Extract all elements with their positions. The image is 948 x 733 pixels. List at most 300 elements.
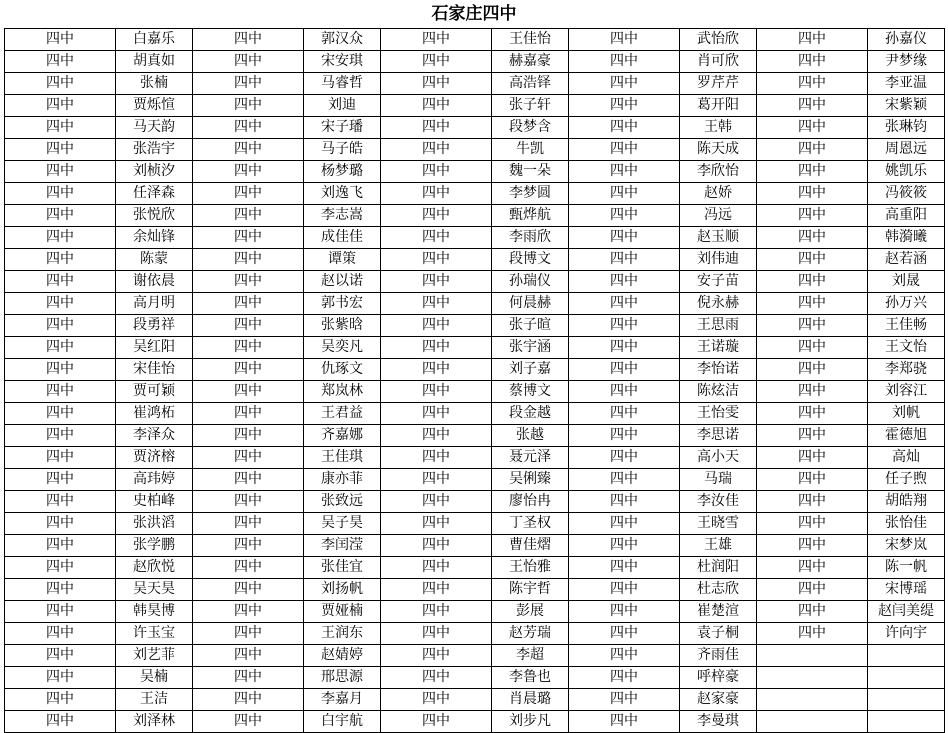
school-cell: 四中 [569,271,680,293]
school-cell: 四中 [757,315,868,337]
school-cell: 四中 [381,337,492,359]
table-row [5,315,945,337]
student-name-cell: 吴子昊 [304,513,381,535]
school-cell: 四中 [5,139,116,161]
student-name-cell: 刘艺菲 [116,645,193,667]
student-name-cell: 赵以诺 [304,271,381,293]
school-cell: 四中 [569,403,680,425]
school-cell: 四中 [5,227,116,249]
student-name-cell: 马子皓 [304,139,381,161]
student-name-cell: 孙瑞仪 [492,271,569,293]
table-row [5,139,945,161]
school-cell: 四中 [5,183,116,205]
school-cell: 四中 [193,469,304,491]
school-cell: 四中 [381,95,492,117]
student-name-cell: 廖怡冉 [492,491,569,513]
student-name-cell: 贾烁愃 [116,95,193,117]
table-row [5,51,945,73]
school-cell: 四中 [5,381,116,403]
school-cell: 四中 [193,227,304,249]
student-name-cell: 宋安琪 [304,51,381,73]
school-cell: 四中 [381,513,492,535]
school-cell: 四中 [193,403,304,425]
student-name-cell: 张浩宇 [116,139,193,161]
student-name-cell: 呼梓豪 [680,667,757,689]
school-cell: 四中 [757,381,868,403]
school-cell: 四中 [5,205,116,227]
student-name-cell: 赵闫美缇 [868,601,945,623]
student-name-cell: 魏一朵 [492,161,569,183]
school-cell: 四中 [381,51,492,73]
student-name-cell: 李闰滢 [304,535,381,557]
table-row [5,227,945,249]
school-cell: 四中 [381,469,492,491]
school-cell: 四中 [381,535,492,557]
student-name-cell: 杨梦璐 [304,161,381,183]
school-cell: 四中 [193,117,304,139]
student-name-cell: 张琳钧 [868,117,945,139]
school-cell: 四中 [193,73,304,95]
student-name-cell: 冯筱筱 [868,183,945,205]
school-cell: 四中 [757,183,868,205]
school-cell: 四中 [5,425,116,447]
student-name-cell: 刘迪 [304,95,381,117]
table-row [5,711,945,733]
school-cell: 四中 [381,447,492,469]
school-cell: 四中 [193,623,304,645]
school-cell: 四中 [5,535,116,557]
school-cell: 四中 [757,535,868,557]
student-name-cell: 高小天 [680,447,757,469]
school-cell: 四中 [569,161,680,183]
school-cell: 四中 [5,711,116,733]
student-name-cell: 陈宇哲 [492,579,569,601]
school-cell: 四中 [569,535,680,557]
school-cell: 四中 [381,491,492,513]
school-cell: 四中 [193,271,304,293]
school-cell: 四中 [193,447,304,469]
school-cell: 四中 [381,293,492,315]
student-name-cell: 康亦菲 [304,469,381,491]
student-name-cell: 刘泽林 [116,711,193,733]
school-cell: 四中 [569,205,680,227]
school-cell: 四中 [757,29,868,51]
school-cell: 四中 [193,29,304,51]
school-cell: 四中 [5,337,116,359]
school-cell: 四中 [5,95,116,117]
student-name-cell: 韩漪曦 [868,227,945,249]
student-name-cell: 王佳畅 [868,315,945,337]
student-name-cell: 赵玉顺 [680,227,757,249]
student-name-cell: 郭书宏 [304,293,381,315]
school-cell: 四中 [381,359,492,381]
student-name-cell: 吴红阳 [116,337,193,359]
student-name-cell: 高重阳 [868,205,945,227]
student-name-cell: 吴奕凡 [304,337,381,359]
school-cell: 四中 [569,579,680,601]
student-name-cell: 段勇祥 [116,315,193,337]
student-name-cell: 张怡佳 [868,513,945,535]
school-cell: 四中 [193,95,304,117]
student-name-cell: 陈天成 [680,139,757,161]
student-name-cell: 宋梦岚 [868,535,945,557]
student-name-cell: 肖晨璐 [492,689,569,711]
school-cell: 四中 [5,249,116,271]
table-row [5,535,945,557]
school-cell: 四中 [5,579,116,601]
student-name-cell: 许玉宝 [116,623,193,645]
school-cell: 四中 [381,381,492,403]
student-name-cell: 尹梦缘 [868,51,945,73]
school-cell: 四中 [757,249,868,271]
school-cell [757,645,868,667]
table-row [5,645,945,667]
student-name-cell: 甄烨航 [492,205,569,227]
student-name-cell: 刘桢汐 [116,161,193,183]
student-name-cell: 聂元泽 [492,447,569,469]
table-row [5,73,945,95]
student-name-cell: 宋子璠 [304,117,381,139]
student-name-cell: 刘逸飞 [304,183,381,205]
student-name-cell: 李欣怡 [680,161,757,183]
student-name-cell: 冯远 [680,205,757,227]
school-cell: 四中 [193,359,304,381]
school-cell: 四中 [193,337,304,359]
school-cell: 四中 [5,513,116,535]
table-row [5,689,945,711]
table-row [5,271,945,293]
student-name-cell: 段博文 [492,249,569,271]
table-row [5,29,945,51]
school-cell: 四中 [381,205,492,227]
student-name-cell: 王韩 [680,117,757,139]
student-name-cell: 张子轩 [492,95,569,117]
school-cell: 四中 [569,645,680,667]
student-name-cell: 张楠 [116,73,193,95]
school-cell: 四中 [193,557,304,579]
school-cell: 四中 [757,579,868,601]
school-cell: 四中 [757,447,868,469]
school-cell: 四中 [569,447,680,469]
school-cell: 四中 [193,535,304,557]
student-name-cell [868,667,945,689]
student-name-cell: 刘伟迪 [680,249,757,271]
student-name-cell: 王文怡 [868,337,945,359]
page-title: 石家庄四中 [431,4,517,24]
school-cell: 四中 [757,403,868,425]
school-cell: 四中 [193,667,304,689]
school-cell: 四中 [757,293,868,315]
student-name-cell: 王佳琪 [304,447,381,469]
student-name-cell: 刘扬帆 [304,579,381,601]
student-name-cell: 丁圣权 [492,513,569,535]
student-name-cell: 周恩远 [868,139,945,161]
table-row [5,249,945,271]
student-name-cell: 谢依晨 [116,271,193,293]
student-name-cell: 牛凯 [492,139,569,161]
school-cell: 四中 [193,205,304,227]
school-cell: 四中 [757,205,868,227]
school-cell: 四中 [757,139,868,161]
table-row [5,601,945,623]
school-cell: 四中 [757,73,868,95]
table-row [5,513,945,535]
student-name-cell: 何晨赫 [492,293,569,315]
table-row [5,95,945,117]
school-cell: 四中 [5,403,116,425]
school-cell: 四中 [193,689,304,711]
student-name-cell: 任泽森 [116,183,193,205]
student-name-cell: 李思诺 [680,425,757,447]
school-cell: 四中 [5,51,116,73]
table-row [5,403,945,425]
student-name-cell: 张宇涵 [492,337,569,359]
school-cell: 四中 [381,623,492,645]
school-cell: 四中 [757,117,868,139]
student-name-cell: 宋博瑶 [868,579,945,601]
table-row [5,469,945,491]
student-name-cell: 白嘉乐 [116,29,193,51]
student-name-cell: 王雄 [680,535,757,557]
student-name-cell: 王佳怡 [492,29,569,51]
school-cell: 四中 [381,183,492,205]
student-name-cell: 陈炫洁 [680,381,757,403]
student-name-cell: 白宇航 [304,711,381,733]
student-name-cell: 马瑞 [680,469,757,491]
student-name-cell: 姚凯乐 [868,161,945,183]
student-name-cell: 郭汉众 [304,29,381,51]
student-name-cell: 王晓雪 [680,513,757,535]
student-name-cell: 张学鹏 [116,535,193,557]
school-cell: 四中 [193,711,304,733]
school-cell: 四中 [757,337,868,359]
student-name-cell: 彭展 [492,601,569,623]
student-name-cell: 胡真如 [116,51,193,73]
student-name-cell: 张紫晗 [304,315,381,337]
student-name-cell: 赵欣悦 [116,557,193,579]
student-name-cell: 霍德旭 [868,425,945,447]
student-name-cell: 王洁 [116,689,193,711]
table-body [5,29,945,733]
school-cell [757,711,868,733]
table-row [5,491,945,513]
school-cell: 四中 [193,139,304,161]
school-cell: 四中 [381,557,492,579]
school-cell: 四中 [757,557,868,579]
school-cell: 四中 [5,117,116,139]
student-name-cell: 蔡博文 [492,381,569,403]
student-name-cell: 张佳宜 [304,557,381,579]
school-cell: 四中 [569,315,680,337]
school-cell: 四中 [757,425,868,447]
student-name-cell: 李汝佳 [680,491,757,513]
school-cell: 四中 [569,425,680,447]
school-cell: 四中 [757,271,868,293]
school-cell: 四中 [5,645,116,667]
student-name-cell: 崔鸿柘 [116,403,193,425]
student-name-cell: 宋佳怡 [116,359,193,381]
school-cell: 四中 [193,579,304,601]
student-name-cell: 李超 [492,645,569,667]
student-name-cell: 杜志欣 [680,579,757,601]
school-cell: 四中 [193,513,304,535]
school-cell: 四中 [757,359,868,381]
school-cell: 四中 [569,95,680,117]
table-row [5,623,945,645]
school-cell: 四中 [5,623,116,645]
student-name-cell: 高月明 [116,293,193,315]
school-cell: 四中 [5,29,116,51]
student-name-cell: 袁子桐 [680,623,757,645]
table-row [5,557,945,579]
school-cell: 四中 [381,139,492,161]
school-cell: 四中 [569,183,680,205]
table-row [5,117,945,139]
school-cell: 四中 [757,227,868,249]
school-cell: 四中 [381,403,492,425]
school-cell: 四中 [757,161,868,183]
school-cell: 四中 [5,359,116,381]
school-cell: 四中 [569,51,680,73]
school-cell: 四中 [569,667,680,689]
student-name-cell: 邢思源 [304,667,381,689]
student-name-cell: 孙万兴 [868,293,945,315]
student-name-cell: 武怡欣 [680,29,757,51]
student-name-cell: 王怡雯 [680,403,757,425]
school-cell: 四中 [757,513,868,535]
student-name-cell: 段金越 [492,403,569,425]
student-name-cell: 李嘉月 [304,689,381,711]
student-name-cell: 马睿哲 [304,73,381,95]
school-cell: 四中 [757,95,868,117]
school-cell: 四中 [757,491,868,513]
student-name-cell: 李郑骁 [868,359,945,381]
student-name-cell: 李梦圆 [492,183,569,205]
student-name-cell: 肖可欣 [680,51,757,73]
student-name-cell: 王怡雅 [492,557,569,579]
student-name-cell: 胡皓翔 [868,491,945,513]
student-name-cell: 李志嵩 [304,205,381,227]
school-cell: 四中 [381,601,492,623]
school-cell: 四中 [5,161,116,183]
school-cell: 四中 [193,51,304,73]
school-cell: 四中 [569,491,680,513]
school-cell: 四中 [381,645,492,667]
school-cell: 四中 [193,183,304,205]
school-cell: 四中 [5,667,116,689]
student-name-cell: 许向宇 [868,623,945,645]
school-cell: 四中 [5,557,116,579]
school-cell [757,689,868,711]
student-name-cell: 赵娇 [680,183,757,205]
school-cell: 四中 [569,73,680,95]
student-name-cell: 吴楠 [116,667,193,689]
student-name-cell: 韩昊博 [116,601,193,623]
student-name-cell: 崔楚渲 [680,601,757,623]
school-cell: 四中 [381,315,492,337]
student-name-cell: 齐雨佳 [680,645,757,667]
student-name-cell: 葛开阳 [680,95,757,117]
school-cell: 四中 [193,645,304,667]
student-name-cell: 任子煦 [868,469,945,491]
school-cell: 四中 [381,579,492,601]
student-name-cell: 张洪滔 [116,513,193,535]
school-cell: 四中 [193,381,304,403]
table-row [5,337,945,359]
school-cell: 四中 [381,73,492,95]
school-cell: 四中 [381,117,492,139]
school-cell: 四中 [569,337,680,359]
school-cell: 四中 [569,513,680,535]
student-name-cell: 安子苗 [680,271,757,293]
student-name-cell: 成佳佳 [304,227,381,249]
student-name-cell: 刘子嘉 [492,359,569,381]
student-name-cell: 孙嘉仪 [868,29,945,51]
student-name-cell: 李雨欣 [492,227,569,249]
student-name-cell: 张悦欣 [116,205,193,227]
student-name-cell: 贾济榕 [116,447,193,469]
student-name-cell: 王思雨 [680,315,757,337]
school-cell: 四中 [569,381,680,403]
school-cell: 四中 [381,227,492,249]
student-name-cell: 仇琢文 [304,359,381,381]
school-cell: 四中 [569,249,680,271]
school-cell: 四中 [757,469,868,491]
student-name-cell: 谭策 [304,249,381,271]
school-cell: 四中 [5,293,116,315]
student-name-cell: 李亚温 [868,73,945,95]
school-cell: 四中 [569,227,680,249]
student-name-cell: 张越 [492,425,569,447]
student-name-cell: 刘晟 [868,271,945,293]
school-cell: 四中 [569,557,680,579]
student-name-cell: 齐嘉娜 [304,425,381,447]
student-name-cell: 罗芹芹 [680,73,757,95]
student-name-cell: 李泽众 [116,425,193,447]
student-name-cell [868,689,945,711]
school-cell: 四中 [757,601,868,623]
table-row [5,381,945,403]
student-name-cell [868,711,945,733]
student-table [4,28,945,733]
student-name-cell: 高灿 [868,447,945,469]
school-cell: 四中 [5,689,116,711]
student-name-cell: 赵婧婷 [304,645,381,667]
table-row [5,667,945,689]
school-cell: 四中 [569,623,680,645]
school-cell: 四中 [5,469,116,491]
table-row [5,425,945,447]
student-name-cell: 马天韵 [116,117,193,139]
table-row [5,205,945,227]
student-name-cell: 王润东 [304,623,381,645]
student-name-cell: 张子暄 [492,315,569,337]
school-cell: 四中 [193,491,304,513]
student-name-cell: 曹佳熠 [492,535,569,557]
school-cell: 四中 [381,271,492,293]
table-row [5,293,945,315]
student-name-cell: 陈蒙 [116,249,193,271]
school-cell: 四中 [5,491,116,513]
student-name-cell: 余灿锋 [116,227,193,249]
student-name-cell: 吴天昊 [116,579,193,601]
student-name-cell: 李怡诺 [680,359,757,381]
school-cell: 四中 [569,117,680,139]
school-cell: 四中 [757,51,868,73]
student-name-cell: 刘帆 [868,403,945,425]
student-name-cell: 吴俐臻 [492,469,569,491]
student-name-cell [868,645,945,667]
